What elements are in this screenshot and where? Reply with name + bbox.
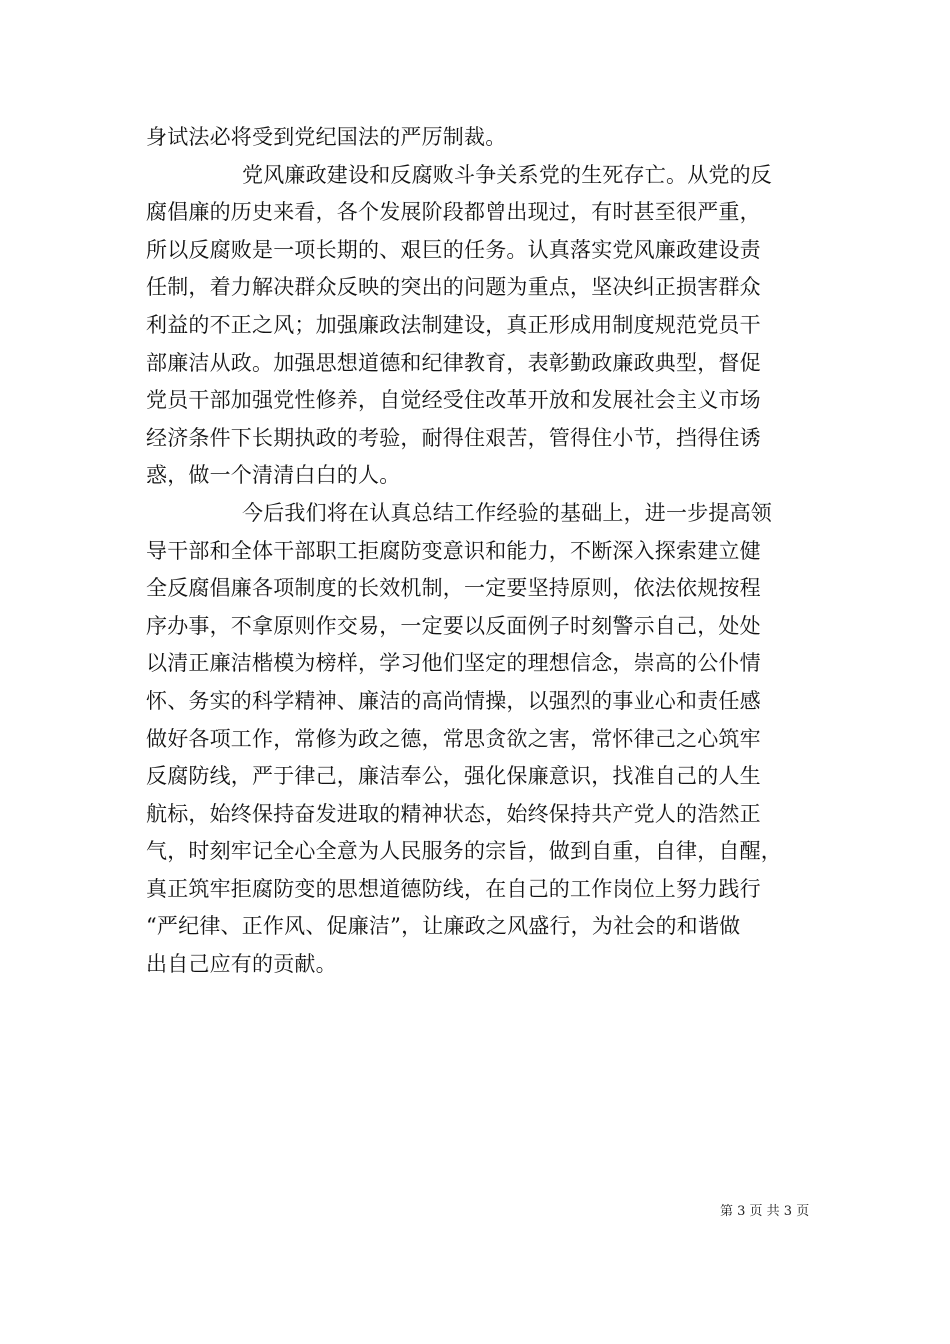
text-line: 任制，着力解决群众反映的突出的问题为重点，坚决纠正损害群众 bbox=[146, 275, 761, 300]
text-line: 导干部和全体干部职工拒腐防变意识和能力，不断深入探索建立健 bbox=[146, 538, 761, 563]
text-line: 以清正廉洁楷模为榜样，学习他们坚定的理想信念，崇高的公仆情 bbox=[146, 651, 761, 676]
paragraph bbox=[146, 495, 836, 984]
text-line: 怀、务实的科学精神、廉洁的高尚情操，以强烈的事业心和责任感 bbox=[146, 688, 761, 713]
paragraph bbox=[146, 119, 836, 157]
text-line: 出自己应有的贡献。 bbox=[146, 952, 337, 977]
text-line: 党员干部加强党性修养，自觉经受住改革开放和发展社会主义市场 bbox=[146, 388, 761, 413]
paragraph bbox=[146, 157, 836, 495]
text-line: 反腐防线，严于律己，廉洁奉公，强化保廉意识，找准自己的人生 bbox=[146, 764, 761, 789]
text-line: 腐倡廉的历史来看，各个发展阶段都曾出现过，有时甚至很严重， bbox=[146, 200, 761, 225]
text-line: 做好各项工作，常修为政之德，常思贪欲之害，常怀律己之心筑牢 bbox=[146, 726, 761, 751]
body-text bbox=[146, 119, 836, 984]
text-line: 序办事，不拿原则作交易，一定要以反面例子时刻警示自己，处处 bbox=[146, 613, 761, 638]
text-line: 全反腐倡廉各项制度的长效机制，一定要坚持原则，依法依规按程 bbox=[146, 576, 761, 601]
text-line: 惑，做一个清清白白的人。 bbox=[146, 463, 401, 488]
text-line: 身试法必将受到党纪国法的严厉制裁。 bbox=[146, 125, 507, 149]
text-line: 气，时刻牢记全心全意为人民服务的宗旨，做到自重，自律，自醒， bbox=[146, 839, 782, 864]
text-line: 所以反腐败是一项长期的、艰巨的任务。认真落实党风廉政建设责 bbox=[146, 237, 761, 262]
text-line: 利益的不正之风；加强廉政法制建设，真正形成用制度规范党员干 bbox=[146, 312, 761, 337]
text-line: 部廉洁从政。加强思想道德和纪律教育，表彰勤政廉政典型，督促 bbox=[146, 350, 761, 375]
text-line: 党风廉政建设和反腐败斗争关系党的生死存亡。从党的反 bbox=[242, 162, 772, 187]
text-line: 经济条件下长期执政的考验，耐得住艰苦，管得住小节，挡得住诱 bbox=[146, 425, 761, 450]
text-line: “严纪律、正作风、促廉洁”，让廉政之风盛行，为社会的和谐做 bbox=[146, 914, 741, 939]
page-footer: 第 3 页 共 3 页 bbox=[720, 1204, 810, 1219]
text-line: 真正筑牢拒腐防变的思想道德防线，在自己的工作岗位上努力践行 bbox=[146, 876, 761, 901]
text-line: 航标，始终保持奋发进取的精神状态，始终保持共产党人的浩然正 bbox=[146, 801, 761, 826]
text-line: 今后我们将在认真总结工作经验的基础上，进一步提高领 bbox=[242, 500, 772, 525]
